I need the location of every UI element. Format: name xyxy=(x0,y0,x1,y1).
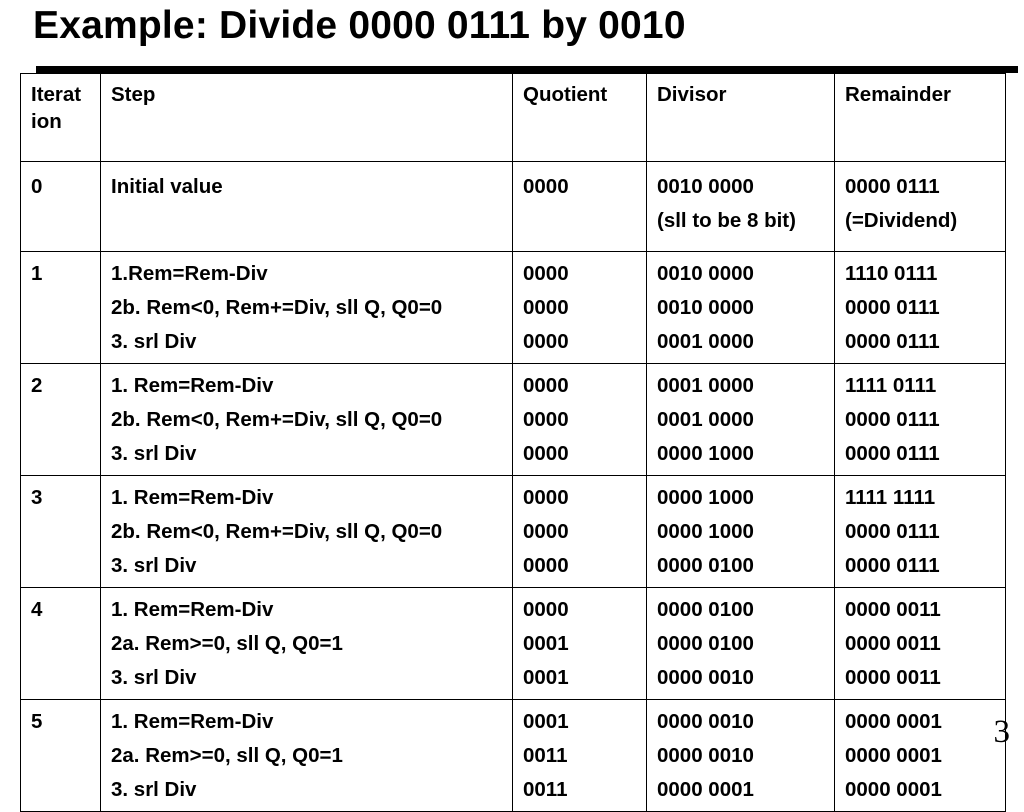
quotient-line: 0011 xyxy=(523,744,568,767)
divisor-line: 0001 0000 xyxy=(657,374,754,397)
step-line: 1.Rem=Rem-Div xyxy=(111,262,268,285)
header-iteration-line-1: Iterat xyxy=(31,83,82,106)
remainder-cell xyxy=(835,162,1006,252)
quotient-line: 0000 xyxy=(523,296,569,319)
divisor-line: 0000 1000 xyxy=(657,442,754,465)
remainder-cell xyxy=(835,700,1006,812)
divisor-cell xyxy=(647,364,835,476)
divisor-cell xyxy=(647,588,835,700)
divisor-line: 0000 0010 xyxy=(657,744,754,767)
table-row xyxy=(21,364,1006,476)
table-row xyxy=(21,700,1006,812)
quotient-line: 0000 xyxy=(523,330,569,353)
divisor-line: 0001 0000 xyxy=(657,408,754,431)
divisor-line: 0000 0100 xyxy=(657,632,754,655)
remainder-cell xyxy=(835,476,1006,588)
remainder-cell xyxy=(835,252,1006,364)
table-row xyxy=(21,252,1006,364)
remainder-line: 0000 0111 xyxy=(845,330,940,353)
divisor-line: 0010 0000 xyxy=(657,296,754,319)
header-iteration xyxy=(21,74,101,162)
divisor-line: 0000 1000 xyxy=(657,520,754,543)
divisor-line: 0000 0001 xyxy=(657,778,754,801)
step-line: 1. Rem=Rem-Div xyxy=(111,374,274,397)
step-cell xyxy=(101,252,513,364)
step-line: 2a. Rem>=0, sll Q, Q0=1 xyxy=(111,632,343,655)
step-line: 3. srl Div xyxy=(111,442,197,465)
divisor-line: 0000 1000 xyxy=(657,486,754,509)
header-remainder: Remainder xyxy=(835,74,1006,162)
divisor-cell xyxy=(647,252,835,364)
quotient-cell xyxy=(513,162,647,252)
remainder-line: 1111 1111 xyxy=(845,486,936,509)
remainder-line: 0000 0111 xyxy=(845,175,940,198)
quotient-line: 0000 xyxy=(523,262,569,285)
quotient-line: 0000 xyxy=(523,598,569,621)
quotient-line: 0001 xyxy=(523,710,569,733)
divisor-line: 0000 0100 xyxy=(657,554,754,577)
step-line: 3. srl Div xyxy=(111,554,197,577)
step-line: 2a. Rem>=0, sll Q, Q0=1 xyxy=(111,744,343,767)
header-row xyxy=(21,74,1006,162)
remainder-line: 0000 0111 xyxy=(845,442,940,465)
divisor-line: 0000 0010 xyxy=(657,666,754,689)
step-cell xyxy=(101,364,513,476)
quotient-line: 0000 xyxy=(523,175,569,198)
quotient-line: 0000 xyxy=(523,554,569,577)
step-cell xyxy=(101,476,513,588)
step-line: 2b. Rem<0, Rem+=Div, sll Q, Q0=0 xyxy=(111,296,443,319)
step-line: 3. srl Div xyxy=(111,666,197,689)
remainder-line: 0000 0011 xyxy=(845,632,941,655)
iteration-cell: 4 xyxy=(21,588,101,700)
divisor-cell xyxy=(647,476,835,588)
quotient-line: 0000 xyxy=(523,442,569,465)
remainder-line: 0000 0111 xyxy=(845,296,940,319)
header-quotient: Quotient xyxy=(513,74,647,162)
divisor-cell xyxy=(647,162,835,252)
step-line: 2b. Rem<0, Rem+=Div, sll Q, Q0=0 xyxy=(111,520,443,543)
divisor-line: 0000 0010 xyxy=(657,710,754,733)
quotient-line: 0000 xyxy=(523,374,569,397)
divisor-line: 0000 0100 xyxy=(657,598,754,621)
remainder-cell xyxy=(835,588,1006,700)
step-cell xyxy=(101,162,513,252)
remainder-cell xyxy=(835,364,1006,476)
division-table-body xyxy=(21,74,1006,812)
divisor-cell xyxy=(647,700,835,812)
step-cell xyxy=(101,588,513,700)
quotient-line: 0000 xyxy=(523,486,569,509)
header-step: Step xyxy=(101,74,513,162)
table-row xyxy=(21,476,1006,588)
remainder-line: 0000 0011 xyxy=(845,666,941,689)
remainder-line: 0000 0001 xyxy=(845,710,942,733)
iteration-cell: 5 xyxy=(21,700,101,812)
remainder-line: 0000 0011 xyxy=(845,598,941,621)
quotient-cell xyxy=(513,588,647,700)
iteration-cell: 2 xyxy=(21,364,101,476)
remainder-line: 1110 0111 xyxy=(845,262,938,285)
header-divisor: Divisor xyxy=(647,74,835,162)
step-line: 1. Rem=Rem-Div xyxy=(111,486,274,509)
table-row xyxy=(21,162,1006,252)
step-line: Initial value xyxy=(111,175,223,198)
iteration-cell: 1 xyxy=(21,252,101,364)
remainder-line: 0000 0111 xyxy=(845,554,940,577)
title-underline xyxy=(36,66,1018,73)
quotient-line: 0000 xyxy=(523,408,569,431)
remainder-line: 0000 0001 xyxy=(845,744,942,767)
divisor-line: 0010 0000 xyxy=(657,262,754,285)
slide-title: Example: Divide 0000 0111 by 0010 xyxy=(33,4,686,47)
quotient-line: 0011 xyxy=(523,778,568,801)
step-line: 3. srl Div xyxy=(111,330,197,353)
remainder-line: 0000 0001 xyxy=(845,778,942,801)
step-line: 3. srl Div xyxy=(111,778,197,801)
remainder-line: (=Dividend) xyxy=(845,209,958,232)
quotient-cell xyxy=(513,252,647,364)
divisor-line: 0010 0000 xyxy=(657,175,754,198)
header-iteration-line-2: ion xyxy=(31,110,62,133)
remainder-line: 1111 0111 xyxy=(845,374,937,397)
quotient-cell xyxy=(513,700,647,812)
quotient-cell xyxy=(513,364,647,476)
page-number: 3 xyxy=(993,714,1010,750)
remainder-line: 0000 0111 xyxy=(845,408,940,431)
division-table xyxy=(20,73,1006,812)
step-line: 2b. Rem<0, Rem+=Div, sll Q, Q0=0 xyxy=(111,408,443,431)
divisor-line: (sll to be 8 bit) xyxy=(657,209,796,232)
quotient-cell xyxy=(513,476,647,588)
divisor-line: 0001 0000 xyxy=(657,330,754,353)
quotient-line: 0000 xyxy=(523,520,569,543)
step-line: 1. Rem=Rem-Div xyxy=(111,598,274,621)
step-line: 1. Rem=Rem-Div xyxy=(111,710,274,733)
table-row xyxy=(21,588,1006,700)
quotient-line: 0001 xyxy=(523,666,569,689)
quotient-line: 0001 xyxy=(523,632,569,655)
remainder-line: 0000 0111 xyxy=(845,520,940,543)
iteration-cell: 0 xyxy=(21,162,101,252)
iteration-cell: 3 xyxy=(21,476,101,588)
step-cell xyxy=(101,700,513,812)
